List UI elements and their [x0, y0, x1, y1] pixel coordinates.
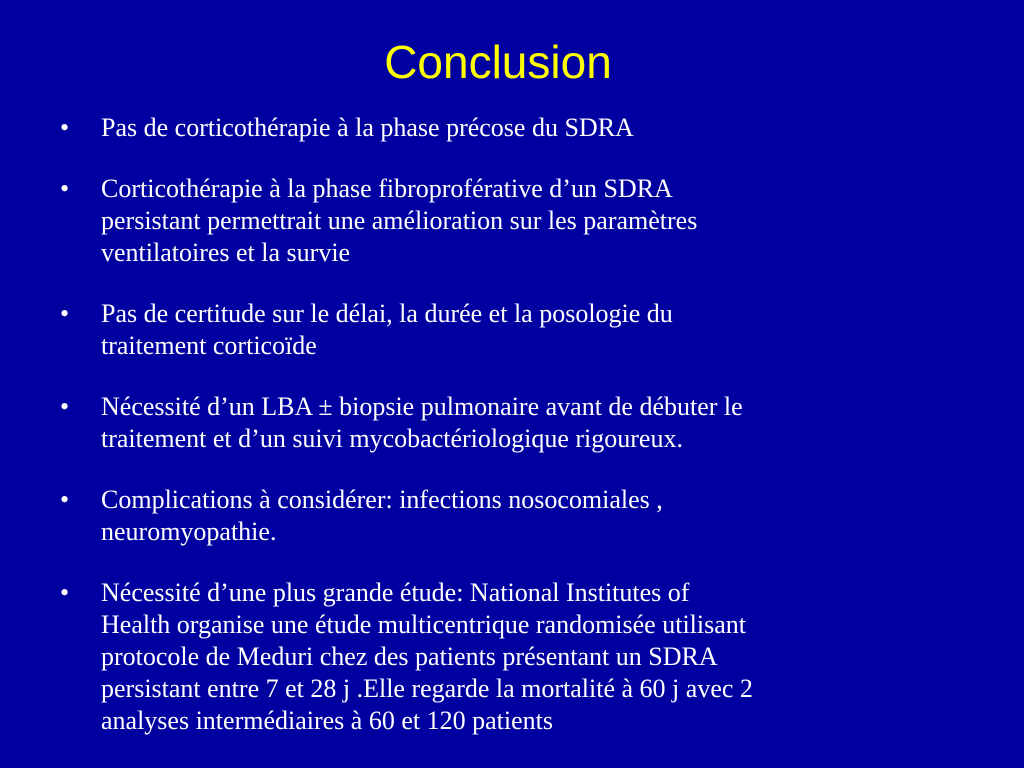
bullet-item: [56, 484, 976, 548]
bullet-marker: •: [60, 485, 70, 514]
bullet-list: [56, 112, 976, 737]
bullet-marker: •: [60, 392, 70, 421]
bullet-marker: •: [60, 113, 70, 142]
bullet-marker: •: [60, 578, 70, 607]
bullet-text: Pas de corticothérapie à la phase précose du SDRA: [101, 113, 634, 142]
bullet-text: Nécessité d’une plus grande étude: National Institutes of Health organise une étude multicentrique randomisée utilisant protocole de Meduri chez des patients présentant un SDRA persistant entre 7 et 28 j .Elle regarde la mortalité à 60 j avec 2 analyses intermédiaires à 60 et 120 patients: [101, 578, 753, 735]
slide-title: Conclusion: [384, 36, 612, 88]
bullet-item: [56, 298, 976, 362]
bullet-text: Nécessité d’un LBA ± biopsie pulmonaire avant de débuter le traitement et d’un suivi mycobactériologique rigoureux.: [101, 392, 743, 453]
bullet-item: [56, 112, 976, 144]
bullet-item: [56, 577, 976, 737]
bullet-text: Pas de certitude sur le délai, la durée et la posologie du traitement corticoïde: [101, 299, 673, 360]
bullet-marker: •: [60, 299, 70, 328]
bullet-item: [56, 173, 976, 269]
bullet-item: [56, 391, 976, 455]
bullet-marker: •: [60, 174, 70, 203]
bullet-text: Complications à considérer: infections nosocomiales , neuromyopathie.: [101, 485, 663, 546]
bullet-text: Corticothérapie à la phase fibroproférative d’un SDRA persistant permettrait une amélioration sur les paramètres ventilatoires et la survie: [101, 174, 698, 267]
